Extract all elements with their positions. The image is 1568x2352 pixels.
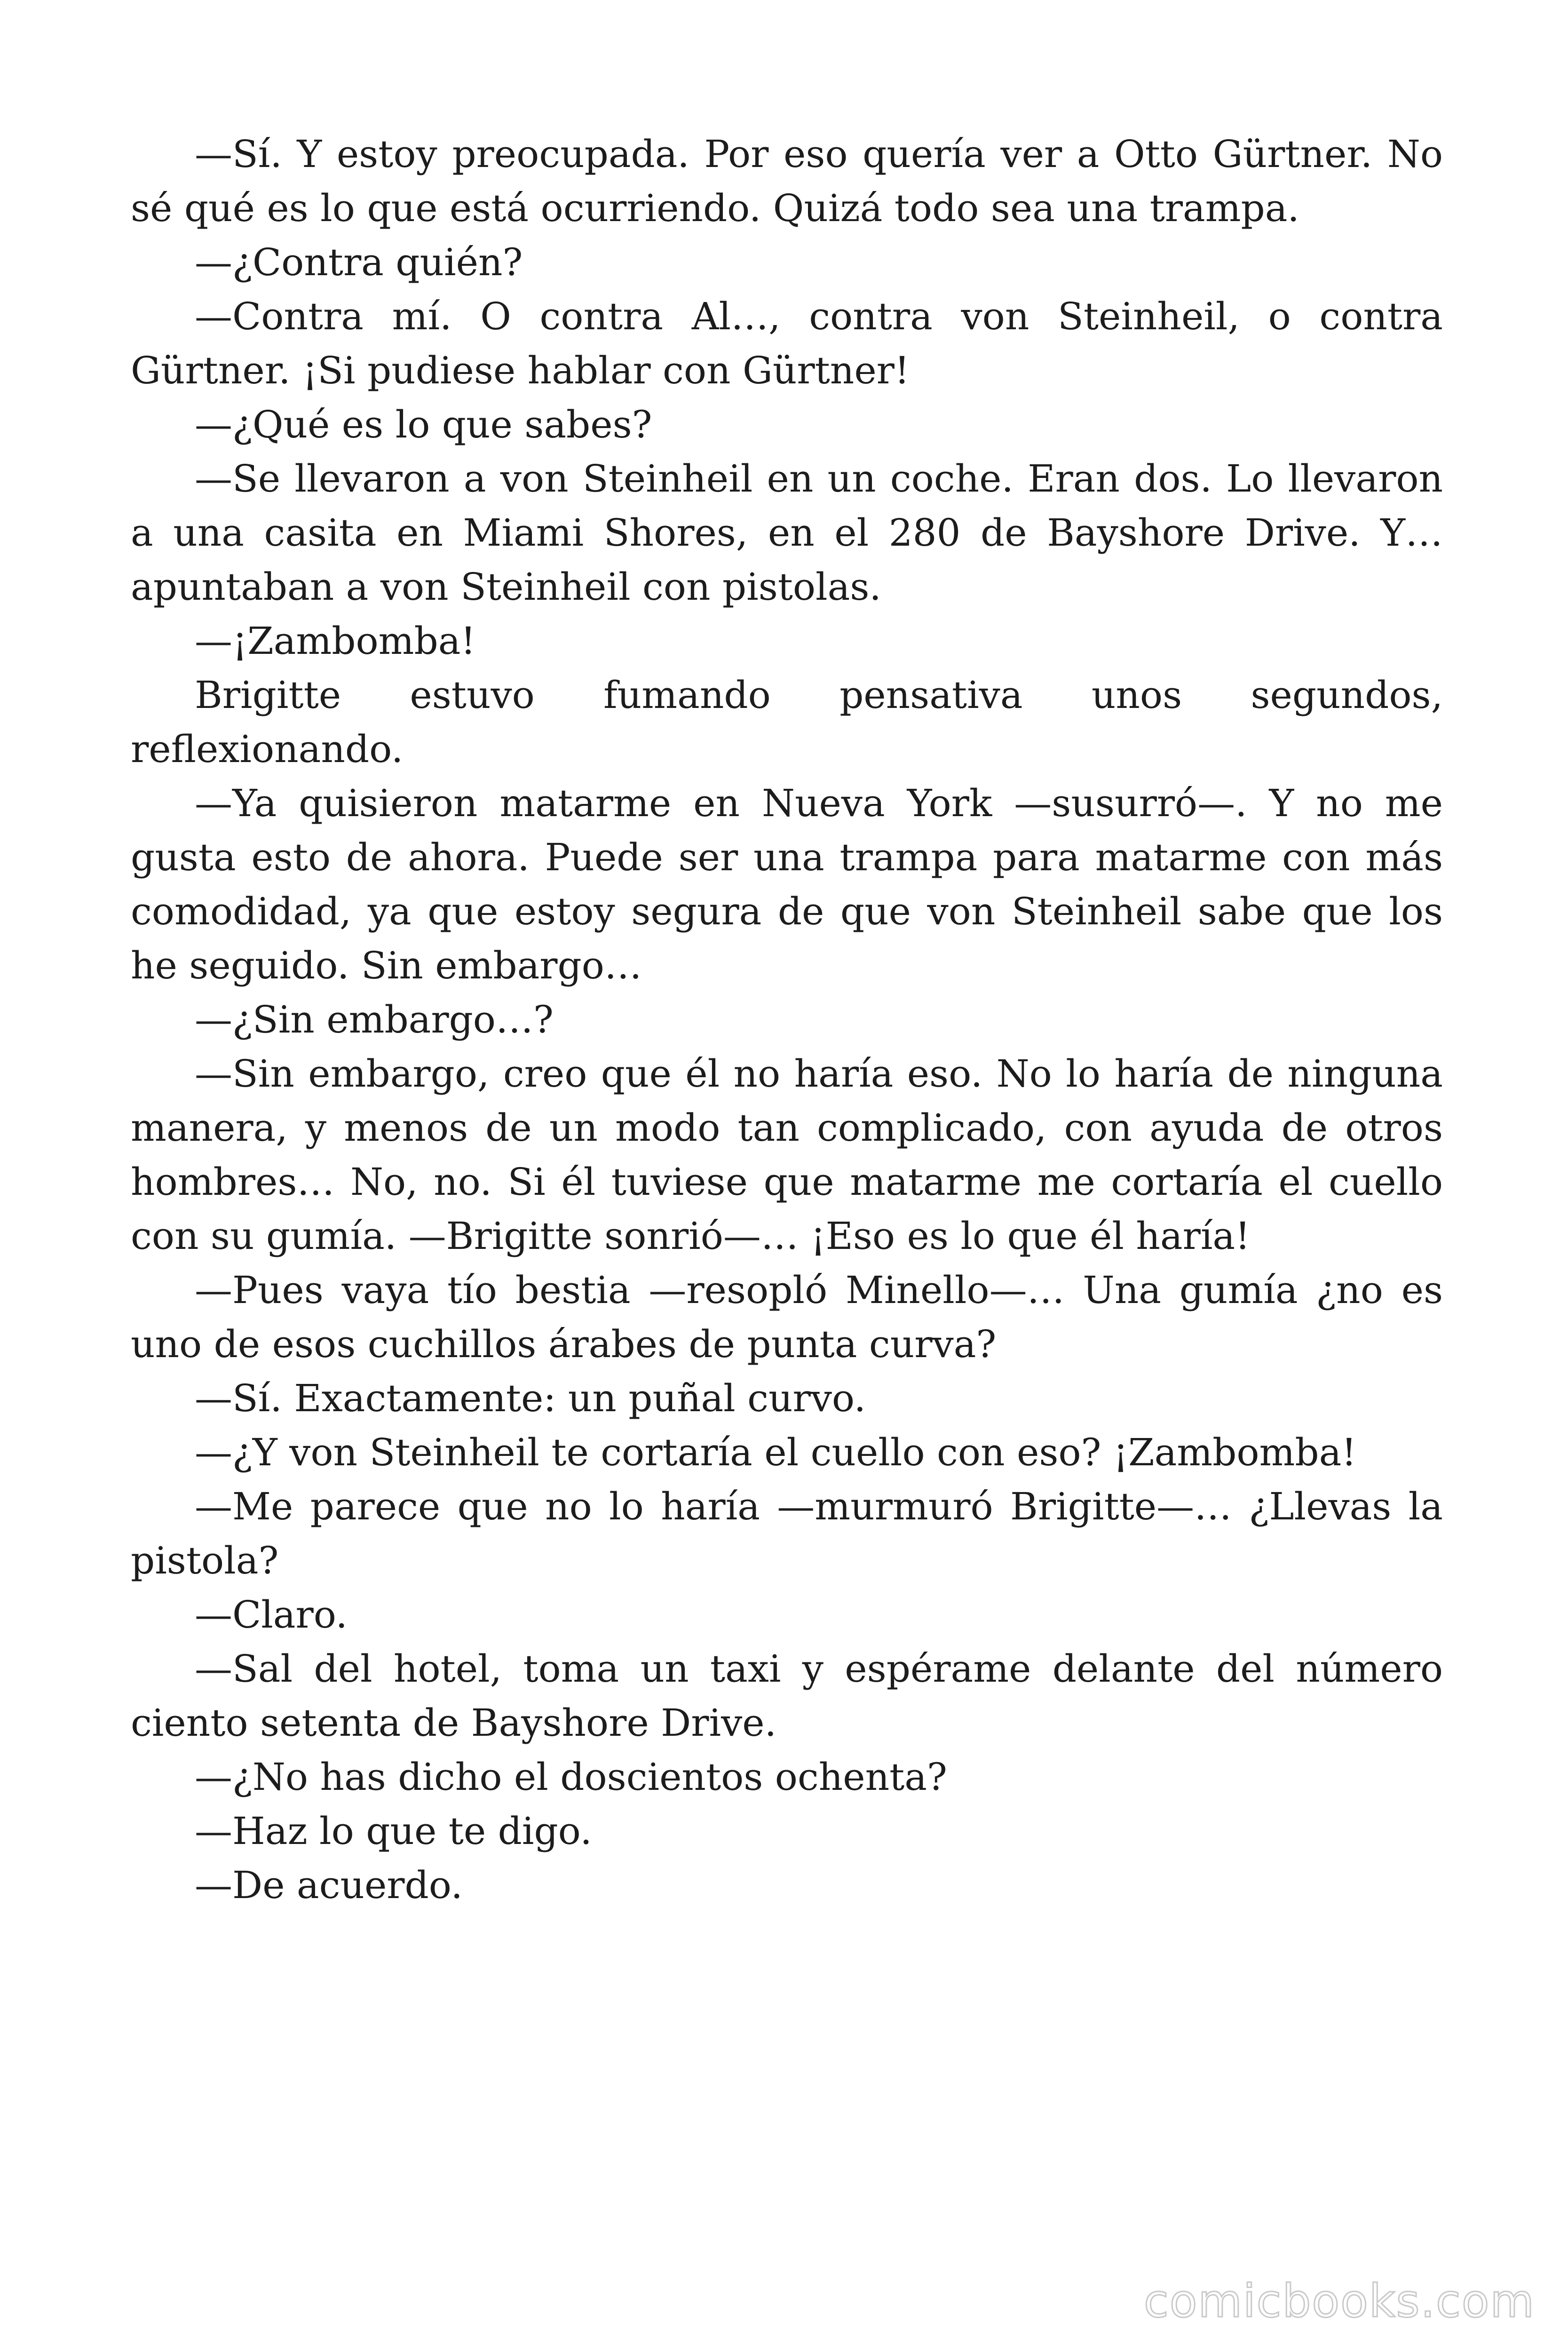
paragraph: —¿Y von Steinheil te cortaría el cuello con eso? ¡Zambomba! [195,1430,1357,1474]
paragraph: —Sí. Exactamente: un puñal curvo. [195,1376,866,1420]
paragraph: —Claro. [195,1593,348,1637]
paragraph: —¡Zambomba! [195,619,476,663]
paragraph: —Haz lo que te digo. [195,1809,592,1853]
paragraph: —Me parece que no lo haría —murmuró Brigitte—… ¿Llevas la pistola? [131,1485,1443,1582]
paragraph: —Ya quisieron matarme en Nueva York —susurró—. Y no me gusta esto de ahora. Puede ser una trampa para matarme con más comodidad, ya que estoy segura de que von Steinheil sabe que los he seguido. Sin embargo… [131,781,1443,987]
paragraph: —Pues vaya tío bestia —resopló Minello—… Una gumía ¿no es uno de esos cuchillos árabes de punta curva? [131,1268,1443,1366]
paragraph: —Sal del hotel, toma un taxi y espérame delante del número ciento setenta de Bayshore Drive. [131,1647,1443,1745]
paragraph: —Se llevaron a von Steinheil en un coche. Eran dos. Lo llevaron a una casita en Miami Shores, en el 280 de Bayshore Drive. Y… apuntaban a von Steinheil con pistolas. [131,457,1443,609]
page-text [131,127,1443,1912]
paragraph: —Sí. Y estoy preocupada. Por eso quería ver a Otto Gürtner. No sé qué es lo que está ocurriendo. Quizá todo sea una trampa. [131,132,1443,230]
paragraph: —¿No has dicho el doscientos ochenta? [195,1755,947,1799]
paragraph: —¿Qué es lo que sabes? [195,403,652,446]
paragraph: —¿Contra quién? [195,240,523,284]
paragraph: Brigitte estuvo fumando pensativa unos segundos, reflexionando. [131,673,1443,771]
paragraph: —Contra mí. O contra Al…, contra von Steinheil, o contra Gürtner. ¡Si pudiese hablar con Gürtner! [131,294,1443,392]
paragraph: —Sin embargo, creo que él no haría eso. No lo haría de ninguna manera, y menos de un modo tan complicado, con ayuda de otros hombres… No, no. Si él tuviese que matarme me cortaría el cuello con su gumía. —Brigitte sonrió—… ¡Eso es lo que él haría! [131,1052,1443,1258]
watermark: comicbooks.com [1143,2275,1535,2328]
paragraph: —De acuerdo. [195,1863,463,1907]
paragraph: —¿Sin embargo…? [195,998,554,1041]
